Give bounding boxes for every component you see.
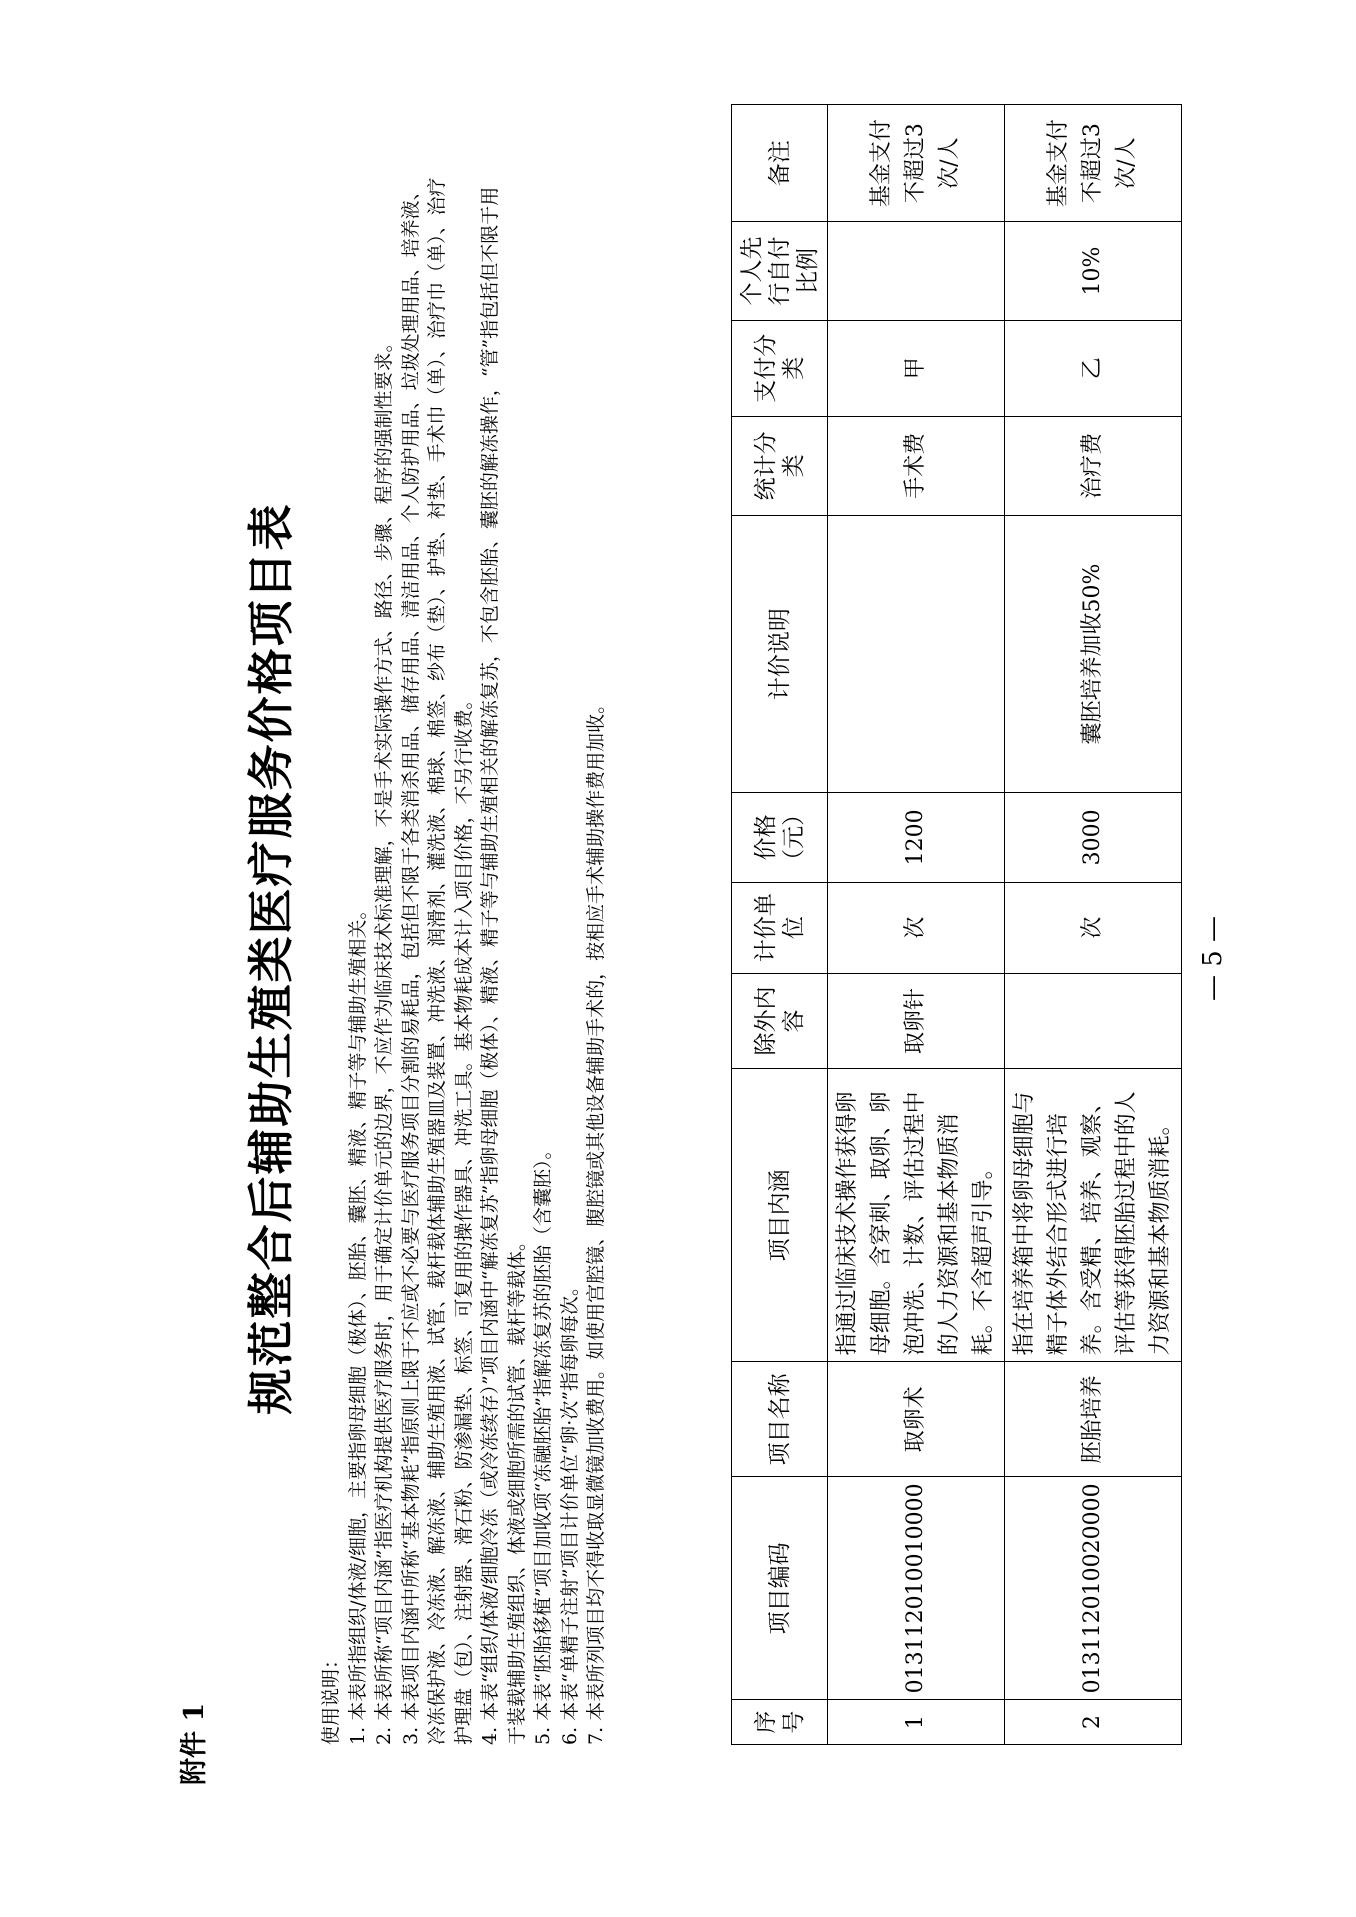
note-item: 2. 本表所称“项目内涵”指医疗机构提供医疗服务时，用于确定计价单元的边界，不应作为临床技术标准理解，不是手术实际操作方式、路径、步骤、程序的强制性要求。 xyxy=(373,333,395,1745)
attachment-label: 附件 1 xyxy=(179,1702,210,1785)
note-item: 4. 本表“组织/体液/细胞冷冻（或冷冻续存）”项目内涵中“解冻复苏”指卵母细胞（极体）、精液、精子等与辅助生殖相关的解冻复苏，不包含胚胎、囊胚的解冻操作，“管”指包括但不限于用于装载辅助生殖组织、体液或细胞所需的试管、载杆等载体。 xyxy=(479,186,528,1745)
cell-price: 3000 xyxy=(1005,792,1182,882)
cell-code: 013112010010000 xyxy=(828,1477,1005,1700)
header-unit: 计价单位 xyxy=(732,882,828,973)
cell-code: 013112010020000 xyxy=(1005,1477,1182,1700)
table-row xyxy=(828,105,1005,1745)
note-item: 1. 本表所指组织/体液/细胞，主要指卵母细胞（极体）、胚胎、囊胚、精液、精子等与辅助生殖相关。 xyxy=(346,900,369,1745)
cell-exclude xyxy=(1005,973,1182,1069)
header-self-pay: 个人先行自付比例 xyxy=(732,222,828,321)
cell-seq: 2 xyxy=(1005,1700,1182,1745)
cell-seq: 1 xyxy=(828,1700,1005,1745)
cell-content: 指在培养箱中将卵母细胞与精子体外结合形式进行培养。含受精、培养、观察、评估等获得胚胎过程中的人力资源和基本物质消耗。 xyxy=(1005,1069,1182,1362)
cell-self-pay xyxy=(828,222,1005,321)
header-remark: 备注 xyxy=(732,105,828,222)
cell-pricing-note xyxy=(828,516,1005,793)
cell-unit: 次 xyxy=(828,882,1005,973)
cell-remark: 基金支付不超过3次/人 xyxy=(1005,105,1182,222)
header-content: 项目内涵 xyxy=(732,1069,828,1362)
cell-name: 胚胎培养 xyxy=(1005,1362,1182,1477)
page-number: — 5 — xyxy=(1198,915,1228,1002)
cell-stat-class: 治疗费 xyxy=(1005,416,1182,516)
page-title: 规范整合后辅助生殖类医疗服务价格项目表 xyxy=(244,502,298,1415)
cell-self-pay: 10% xyxy=(1005,222,1182,321)
header-pay-class: 支付分类 xyxy=(732,320,828,416)
cell-pay-class: 甲 xyxy=(828,320,1005,416)
table-header-row xyxy=(732,105,828,1745)
header-code: 项目编码 xyxy=(732,1477,828,1700)
usage-notes xyxy=(318,175,610,1745)
cell-remark: 基金支付不超过3次/人 xyxy=(828,105,1005,222)
header-price: 价格（元） xyxy=(732,792,828,882)
notes-heading: 使用说明： xyxy=(320,1649,342,1745)
cell-price: 1200 xyxy=(828,792,1005,882)
cell-content: 指通过临床技术操作获得卵母细胞。含穿刺、取卵、卵泡冲洗、计数、评估过程中的人力资源和基本物质消耗。不含超声引导。 xyxy=(828,1069,1005,1362)
table-row xyxy=(1005,105,1182,1745)
header-stat-class: 统计分类 xyxy=(732,416,828,516)
note-item: 6. 本表“单精子注射”项目计价单位“卵·次”指每卵每次。 xyxy=(558,1276,581,1745)
cell-unit: 次 xyxy=(1005,882,1182,973)
cell-pricing-note: 囊胚培养加收50% xyxy=(1005,516,1182,793)
cell-stat-class: 手术费 xyxy=(828,416,1005,516)
note-item: 7. 本表所列项目均不得收取显微镜加收费用。如使用宫腔镜、腹腔镜或其他设备辅助手术的，按相应手术辅助操作费用加收。 xyxy=(585,694,607,1745)
cell-exclude: 取卵针 xyxy=(828,973,1005,1069)
header-exclude: 除外内容 xyxy=(732,973,828,1069)
cell-name: 取卵术 xyxy=(828,1362,1005,1477)
price-table xyxy=(731,104,1182,1745)
header-seq: 序号 xyxy=(732,1700,828,1745)
note-item: 3. 本表项目内涵中所称“基本物耗”指原则上限于不应或不必要与医疗服务项目分割的易耗品，包括但不限于各类消杀用品、储存用品、清洁用品、个人防护用品、垃圾处理用品、培养液、冷冻保护液、冷冻液、解冻液、辅助生殖用液、试管、载杆载体辅助生殖器皿及装置、冲洗液、润滑剂、灌洗液、棉球、棉签、纱布（垫）、护垫、衬垫、手术巾（单）、治疗巾（单）、治疗护理盘（包）、注射器、滑石粉、防渗漏垫、标签、可复用的操作器具、冲洗工具。基本物耗成本计入项目价格，不另行收费。 xyxy=(399,177,475,1745)
header-pricing-note: 计价说明 xyxy=(732,516,828,793)
header-name: 项目名称 xyxy=(732,1362,828,1477)
note-item: 5. 本表“胚胎移植”项目加收项“冻融胚胎”指解冻复苏的胚胎（含囊胚）。 xyxy=(532,1140,554,1745)
cell-pay-class: 乙 xyxy=(1005,320,1182,416)
